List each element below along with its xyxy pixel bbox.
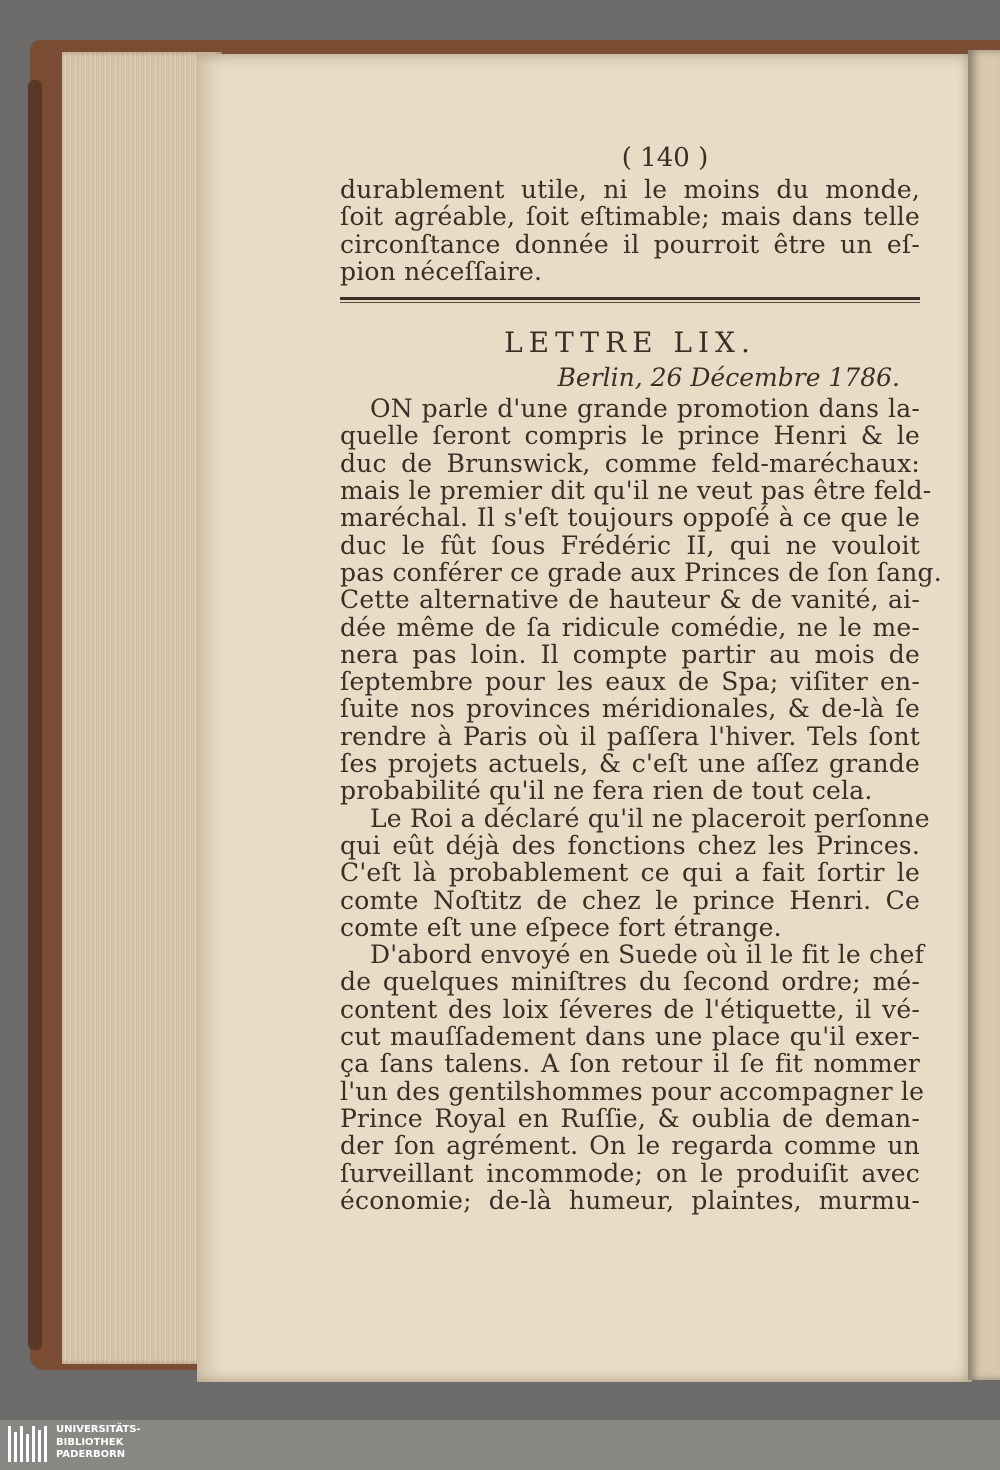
letter-title: LETTRE LIX. — [504, 326, 756, 360]
letter-body — [340, 394, 942, 1215]
text-line: dée même de ſa ridicule comédie, ne le me- — [340, 612, 920, 642]
text-line: ſes projets actuels, & c'eſt une aſſez grande — [340, 749, 920, 779]
logo-line: UNIVERSITÄTS- — [56, 1424, 141, 1435]
text-line: pion néceſſaire. — [340, 256, 543, 286]
text-line: Prince Royal en Ruſſie, & oublia de deman- — [340, 1103, 920, 1133]
text-line: C'eſt là probablement ce qui a fait ſortir le — [340, 858, 920, 888]
book-spine — [28, 80, 42, 1350]
library-logo-icon — [8, 1426, 50, 1462]
text-line: der ſon agrément. On le regarda comme un — [340, 1131, 920, 1161]
library-logo — [8, 1424, 208, 1464]
text-line: de quelques miniſtres du ſecond ordre; mé- — [340, 967, 920, 997]
text-line: ſoit agréable, ſoit eſtimable; mais dans telle — [340, 202, 920, 232]
text-line: durablement utile, ni le moins du monde, — [340, 175, 920, 204]
text-line: l'un des gentilshommes pour accompagner le — [340, 1076, 925, 1106]
text-line: ça ſans talens. A ſon retour il ſe fit nommer — [340, 1049, 920, 1079]
logo-line: PADERBORN — [56, 1449, 126, 1460]
text-line: ON parle d'une grande promotion dans la- — [370, 394, 920, 424]
text-line: quelle ſeront compris le prince Henri & le — [340, 421, 920, 451]
text-line: rendre à Paris où il paſſera l'hiver. Tels ſont — [340, 721, 920, 751]
text-line: mais le premier dit qu'il ne veut pas être feld- — [340, 476, 932, 506]
text-line: duc de Brunswick, comme feld-maréchaux: — [340, 448, 920, 478]
text-line: ſeptembre pour les eaux de Spa; viſiter en- — [340, 667, 920, 697]
logo-line: BIBLIOTHEK — [56, 1436, 124, 1448]
text-line: pas conférer ce grade aux Princes de ſon ſang. — [340, 557, 942, 587]
text-line: ſuite nos provinces méridionales, & de-là ſe — [340, 694, 920, 724]
text-line: nera pas loin. Il compte partir au mois de — [340, 639, 920, 669]
facing-page-edge — [968, 50, 1000, 1380]
page-text — [340, 140, 942, 1215]
text-line: probabilité qu'il ne fera rien de tout cela. — [340, 776, 873, 806]
text-line: content des loix ſéveres de l'étiquette, il vé- — [340, 994, 920, 1024]
text-line: D'abord envoyé en Suede où il le fit le chef — [370, 940, 925, 970]
text-line: ſurveillant incommode; on le produiſit avec — [340, 1158, 920, 1188]
text-line: qui eût déjà des fonctions chez les Princes. — [340, 830, 920, 860]
text-line: maréchal. Il s'eſt toujours oppoſé à ce que le — [340, 503, 920, 533]
text-line: circonſtance donnée il pourroit être un eſ- — [340, 229, 920, 259]
top-paragraph — [340, 176, 920, 285]
text-line: Le Roi a déclaré qu'il ne placeroit perſonne — [370, 803, 930, 833]
text-line: Cette alternative de hauteur & de vanité, ai- — [340, 585, 920, 615]
text-line: comte Noſtitz de chez le prince Henri. Ce — [340, 885, 920, 915]
dateline: Berlin, 26 Décembre 1786. — [557, 363, 900, 393]
page-number: ( 140 ) — [621, 143, 709, 173]
library-logo-text — [56, 1424, 141, 1462]
section-rule — [340, 297, 920, 300]
section-rule-thin — [340, 302, 920, 303]
text-line: cut mauſſadement dans une place qu'il exer- — [340, 1022, 920, 1052]
text-line: comte eſt une eſpece fort étrange. — [340, 912, 782, 942]
text-line: duc le fût ſous Frédéric II, qui ne vouloit — [340, 530, 920, 560]
text-line: économie; de-là humeur, plaintes, murmu- — [340, 1185, 920, 1215]
